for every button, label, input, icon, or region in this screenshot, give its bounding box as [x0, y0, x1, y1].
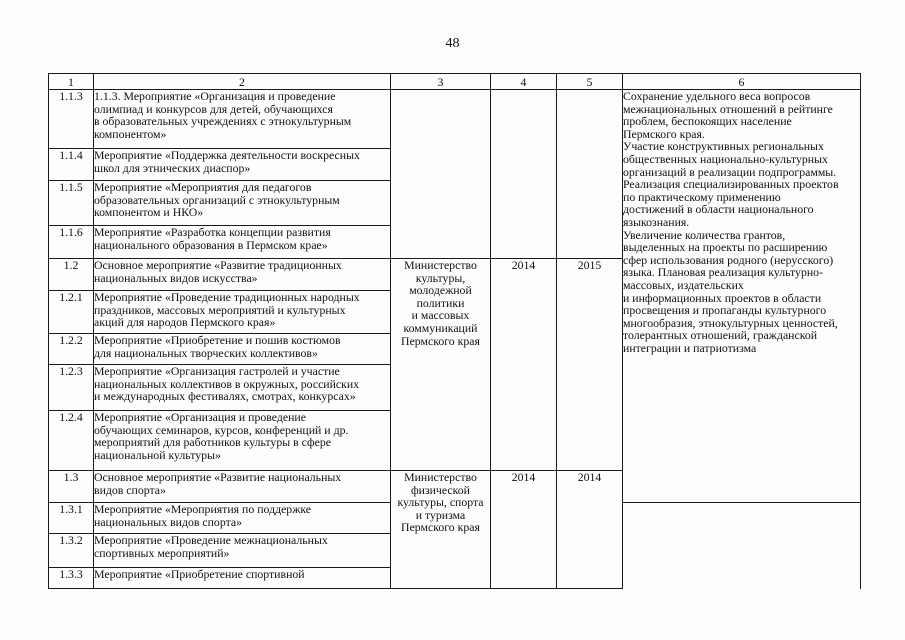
column-header-3: 3 [391, 74, 491, 90]
activity-name: Мероприятие «Приобретение спортивной [94, 568, 391, 589]
row-number: 1.3.2 [49, 534, 94, 568]
row-number: 1.3.1 [49, 503, 94, 534]
start-year: 2014 [491, 259, 557, 471]
column-header-4: 4 [491, 74, 557, 90]
end-year-empty [557, 90, 623, 259]
table-header-row [49, 74, 861, 90]
table-row [49, 90, 861, 149]
start-year: 2014 [491, 471, 557, 589]
responsible-executor: Министерство культуры, молодежной политики и массовых коммуникаций Пермского края [391, 259, 491, 471]
row-number: 1.2.4 [49, 411, 94, 471]
column-header-5: 5 [557, 74, 623, 90]
activity-name: Мероприятие «Организация и проведение обучающих семинаров, курсов, конференций и др. мероприятий для работников культуры в сфере национальной культуры» [94, 411, 391, 471]
activity-name: Мероприятие «Организация гастролей и участие национальных коллективов в окружных, российских и международных фестивалях, смотрах, конкурсах» [94, 365, 391, 411]
row-number: 1.2.3 [49, 365, 94, 411]
row-number: 1.1.4 [49, 149, 94, 181]
activity-name: Основное мероприятие «Развитие традиционных национальных видов искусства» [94, 259, 391, 291]
activity-name: Мероприятие «Мероприятия по поддержке национальных видов спорта» [94, 503, 391, 534]
activity-name: Мероприятие «Приобретение и пошив костюмов для национальных творческих коллективов» [94, 334, 391, 365]
activity-name: Мероприятие «Мероприятия для педагогов образовательных организаций с этнокультурным компонентом и НКО» [94, 181, 391, 226]
row-number: 1.1.3 [49, 90, 94, 149]
activities-table [48, 73, 861, 589]
activity-name: Основное мероприятие «Развитие национальных видов спорта» [94, 471, 391, 503]
row-number: 1.3 [49, 471, 94, 503]
activity-name: Мероприятие «Проведение традиционных народных праздников, массовых мероприятий и культурных акций для народов Пермского края» [94, 291, 391, 334]
row-number: 1.2 [49, 259, 94, 291]
responsible-executor-empty [391, 90, 491, 259]
start-year-empty [491, 90, 557, 259]
column-header-6: 6 [623, 74, 861, 90]
row-number: 1.3.3 [49, 568, 94, 589]
row-number: 1.1.6 [49, 226, 94, 259]
page-number: 48 [445, 36, 460, 51]
expected-results: Сохранение удельного веса вопросов межнациональных отношений в рейтинге проблем, беспокоящих население Пермского края. Участие конструктивных региональных общественных национально-культурных организаций в реализации подпрограммы. Реализация специализированных проектов по практическому применению достижений в области национального языкознания. Увеличение количества грантов, выделенных на проекты по расширению сфер использования родного (нерусского) языка. Плановая реализация культурно- массовых, издательских и информационных проектов в области просвещения и пропаганды культурного многообразия, этнокультурных ценностей, толерантных отношений, гражданской интеграции и патриотизма [623, 90, 861, 503]
column-header-2: 2 [94, 74, 391, 90]
activity-name: Мероприятие «Разработка концепции развития национального образования в Пермском крае» [94, 226, 391, 259]
column-header-1: 1 [49, 74, 94, 90]
row-number: 1.1.5 [49, 181, 94, 226]
row-number: 1.2.1 [49, 291, 94, 334]
activity-name: Мероприятие «Поддержка деятельности воскресных школ для этнических диаспор» [94, 149, 391, 181]
row-number: 1.2.2 [49, 334, 94, 365]
responsible-executor: Министерство физической культуры, спорта и туризма Пермского края [391, 471, 491, 589]
end-year: 2014 [557, 471, 623, 589]
end-year: 2015 [557, 259, 623, 471]
activity-name: Мероприятие «Проведение межнациональных спортивных мероприятий» [94, 534, 391, 568]
activity-name: 1.1.3. Мероприятие «Организация и проведение олимпиад и конкурсов для детей, обучающихся в образовательных учреждениях с этнокультурным компонентом» [94, 90, 391, 149]
